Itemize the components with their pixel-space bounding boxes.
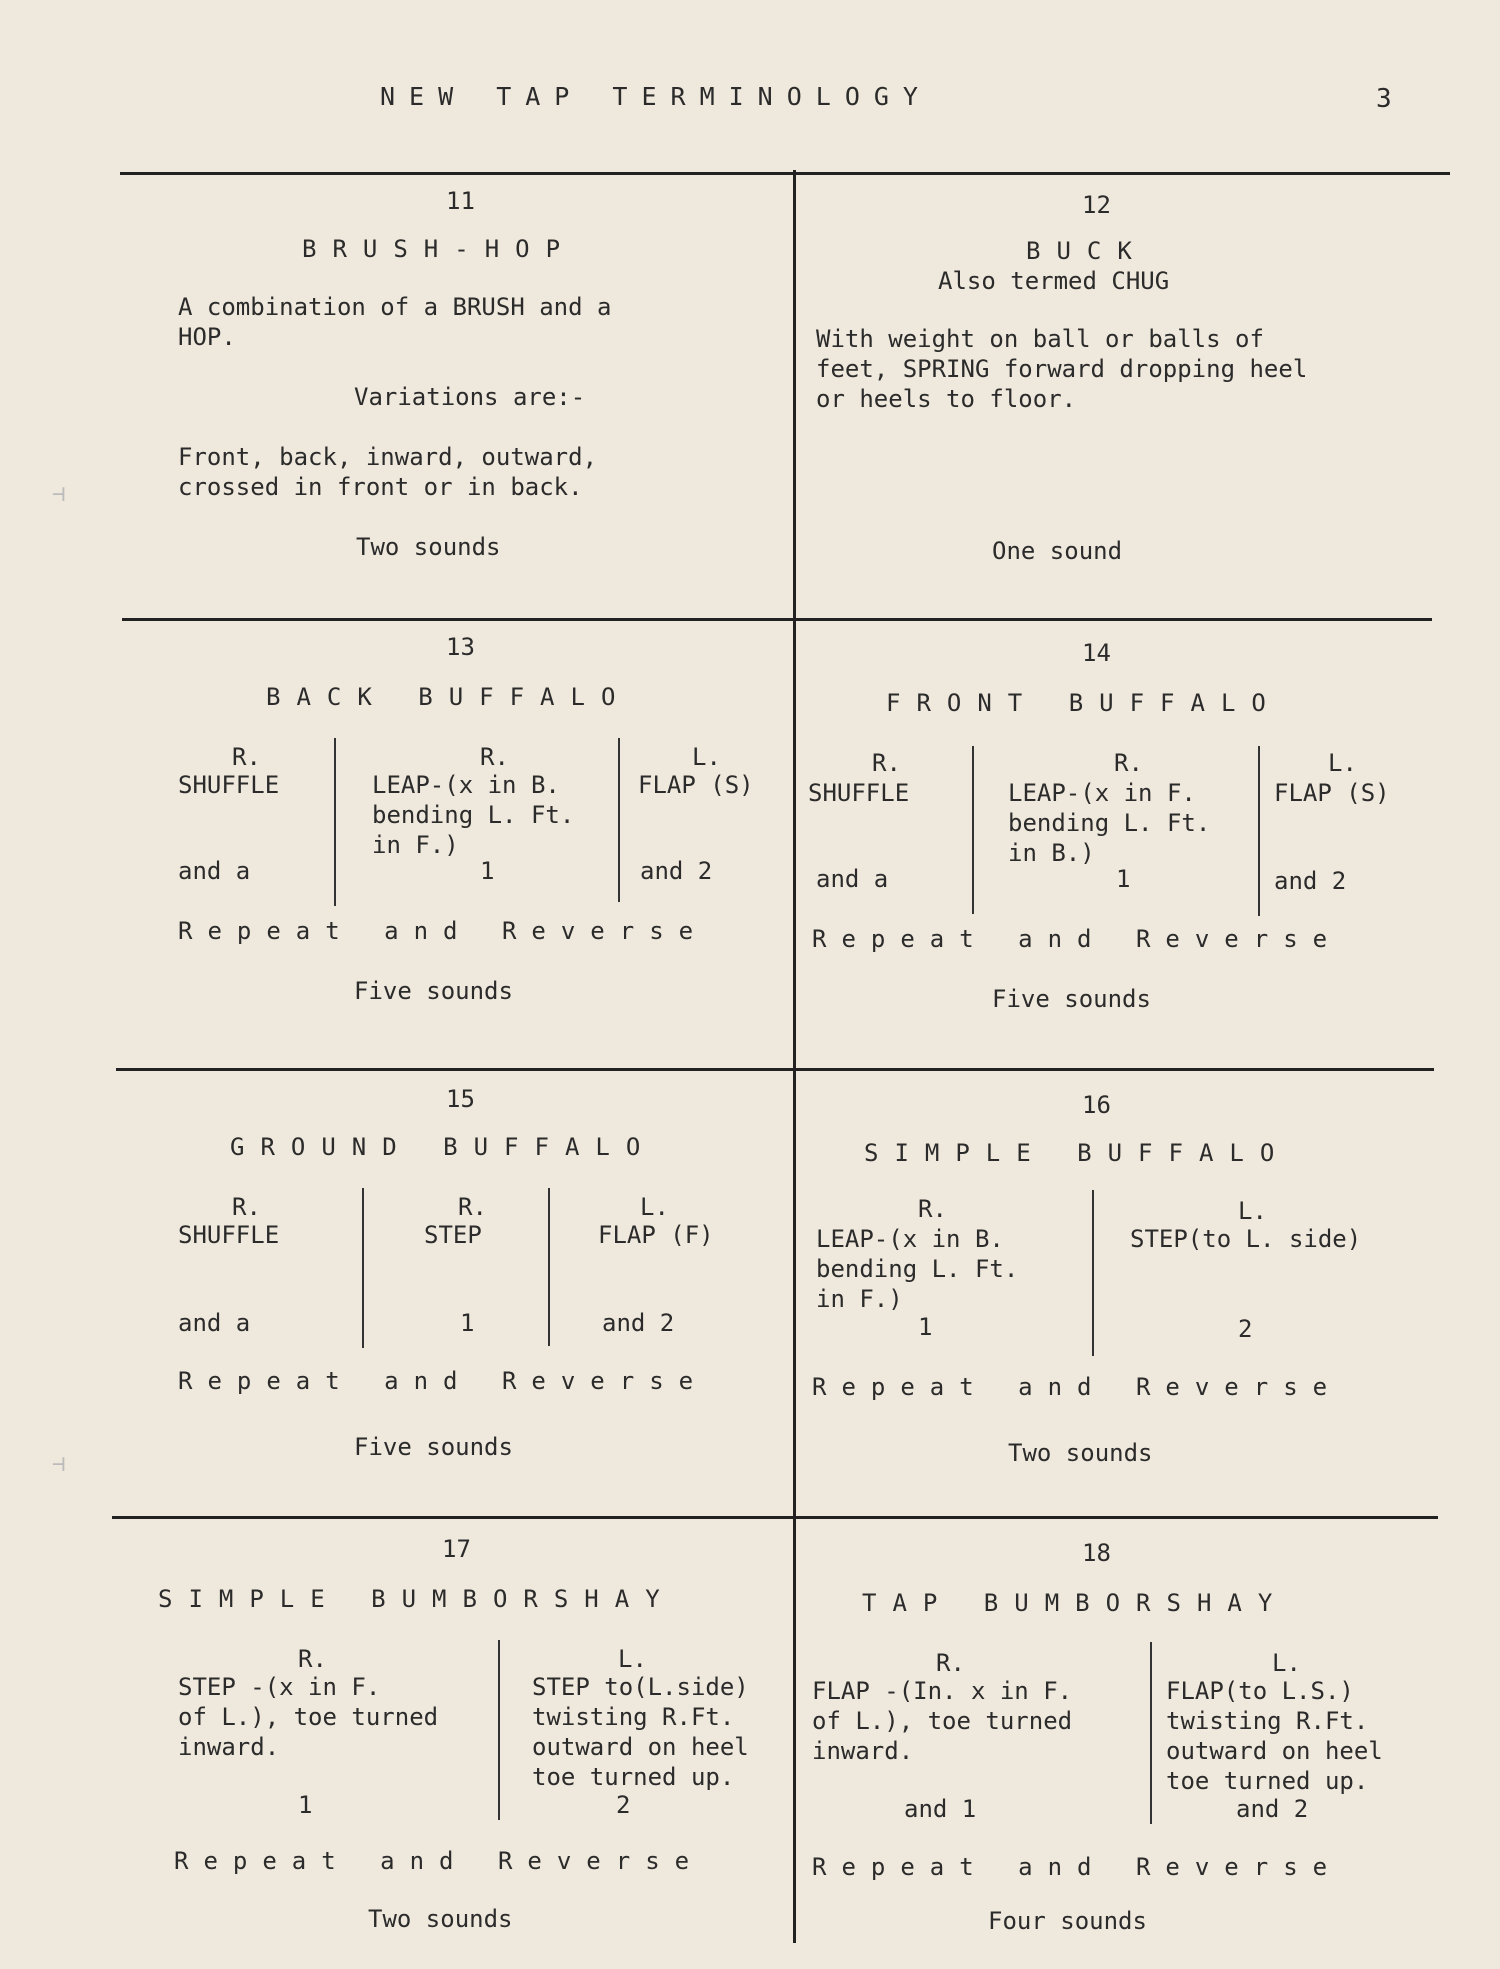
sound-count: Two sounds xyxy=(1008,1439,1153,1467)
repeat-instruction: Repeat and Reverse xyxy=(812,1853,1343,1881)
entry-title: BACK BUFFALO xyxy=(266,683,632,711)
entry-description: A combination of a BRUSH and a HOP. xyxy=(178,293,612,351)
step-foot: L. xyxy=(1328,749,1357,777)
sound-count: Five sounds xyxy=(992,985,1151,1013)
sound-count: One sound xyxy=(992,537,1123,565)
entry-15 xyxy=(140,1076,800,1521)
entry-number: 18 xyxy=(1082,1539,1111,1567)
entry-number: 14 xyxy=(1082,639,1111,667)
entry-number: 13 xyxy=(446,633,475,661)
entry-number: 17 xyxy=(442,1535,471,1563)
column-divider xyxy=(618,738,620,902)
entry-title: FRONT BUFFALO xyxy=(886,689,1282,717)
entry-title: BUCK xyxy=(1026,237,1148,265)
step-action: FLAP -(In. x in F. of L.), toe turned inward. xyxy=(812,1677,1073,1765)
column-divider xyxy=(972,746,974,914)
sound-count: Five sounds xyxy=(354,1433,513,1461)
step-count: and a xyxy=(178,1309,251,1337)
step-action: FLAP (S) xyxy=(1274,779,1390,807)
column-divider xyxy=(548,1188,550,1346)
step-action: STEP(to L. side) xyxy=(1130,1225,1362,1253)
entry-16 xyxy=(800,1076,1460,1521)
step-count: and 2 xyxy=(1236,1795,1309,1823)
entry-number: 15 xyxy=(446,1085,475,1113)
column-divider xyxy=(1150,1642,1152,1824)
step-action: SHUFFLE xyxy=(178,771,280,799)
entry-title: SIMPLE BUFFALO xyxy=(864,1139,1291,1167)
step-count: 1 xyxy=(1116,865,1131,893)
entry-title: TAP BUMBORSHAY xyxy=(862,1589,1289,1617)
entry-title: SIMPLE BUMBORSHAY xyxy=(158,1585,676,1613)
step-foot: R. xyxy=(480,743,509,771)
step-count: and 2 xyxy=(602,1309,675,1337)
step-count: 1 xyxy=(298,1791,313,1819)
step-count: 1 xyxy=(460,1309,475,1337)
page-number: 3 xyxy=(1376,84,1392,114)
column-divider xyxy=(1092,1190,1094,1356)
entry-18 xyxy=(800,1524,1460,1969)
entry-number: 12 xyxy=(1082,191,1111,219)
repeat-instruction: Repeat and Reverse xyxy=(178,1367,709,1395)
repeat-instruction: Repeat and Reverse xyxy=(174,1847,705,1875)
entry-title: GROUND BUFFALO xyxy=(230,1133,657,1161)
step-action: FLAP (F) xyxy=(598,1221,714,1249)
entry-17 xyxy=(140,1524,800,1969)
step-foot: R. xyxy=(298,1645,327,1673)
entry-description: With weight on ball or balls of feet, SPRING forward dropping heel or heels to floor. xyxy=(816,325,1308,413)
sound-count: Two sounds xyxy=(368,1905,513,1933)
grid-rule-top xyxy=(120,172,1450,175)
step-action: SHUFFLE xyxy=(178,1221,280,1249)
column-divider xyxy=(362,1188,364,1348)
page-header-title: NEW TAP TERMINOLOGY xyxy=(380,82,932,111)
repeat-instruction: Repeat and Reverse xyxy=(178,917,709,945)
step-foot: L. xyxy=(640,1193,669,1221)
step-action: STEP to(L.side) twisting R.Ft. outward on heel toe turned up. xyxy=(532,1673,749,1791)
sound-count: Four sounds xyxy=(988,1907,1147,1935)
step-action: LEAP-(x in B. bending L. Ft. in F.) xyxy=(372,771,575,859)
step-action: STEP xyxy=(424,1221,482,1249)
variations-text: Front, back, inward, outward, crossed in front or in back. xyxy=(178,443,598,501)
step-action: SHUFFLE xyxy=(808,779,910,807)
entry-number: 11 xyxy=(446,187,475,215)
column-divider xyxy=(498,1640,500,1820)
repeat-instruction: Repeat and Reverse xyxy=(812,925,1343,953)
entry-subtitle: Also termed CHUG xyxy=(938,267,1170,295)
step-count: 1 xyxy=(480,857,495,885)
repeat-instruction: Repeat and Reverse xyxy=(812,1373,1343,1401)
step-foot: L. xyxy=(618,1645,647,1673)
step-count: and 1 xyxy=(904,1795,977,1823)
step-count: and a xyxy=(178,857,251,885)
step-foot: R. xyxy=(936,1649,965,1677)
step-foot: R. xyxy=(232,743,261,771)
step-count: and 2 xyxy=(1274,867,1347,895)
step-count: 2 xyxy=(616,1791,631,1819)
binder-hole-icon: ⊣ xyxy=(52,1452,66,1477)
step-count: and a xyxy=(816,865,889,893)
entry-11 xyxy=(140,180,800,625)
step-action: FLAP(to L.S.) twisting R.Ft. outward on heel toe turned up. xyxy=(1166,1677,1383,1795)
step-foot: L. xyxy=(1272,1649,1301,1677)
step-foot: R. xyxy=(232,1193,261,1221)
step-count: and 2 xyxy=(640,857,713,885)
step-action: FLAP (S) xyxy=(638,771,754,799)
step-action: STEP -(x in F. of L.), toe turned inward. xyxy=(178,1673,439,1761)
variations-label: Variations are:- xyxy=(354,383,586,411)
column-divider xyxy=(1258,746,1260,916)
step-foot: R. xyxy=(918,1195,947,1223)
step-count: 2 xyxy=(1238,1315,1253,1343)
step-action: LEAP-(x in B. bending L. Ft. in F.) xyxy=(816,1225,1019,1313)
step-foot: R. xyxy=(1114,749,1143,777)
sound-count: Two sounds xyxy=(356,533,501,561)
step-action: LEAP-(x in F. bending L. Ft. in B.) xyxy=(1008,779,1211,867)
step-count: 1 xyxy=(918,1313,933,1341)
entry-13 xyxy=(140,626,800,1071)
entry-12 xyxy=(800,180,1460,625)
step-foot: R. xyxy=(458,1193,487,1221)
sound-count: Five sounds xyxy=(354,977,513,1005)
entry-title: BRUSH-HOP xyxy=(302,235,577,263)
step-foot: R. xyxy=(872,749,901,777)
step-foot: L. xyxy=(1238,1197,1267,1225)
step-foot: L. xyxy=(692,743,721,771)
column-divider xyxy=(334,738,336,906)
binder-hole-icon: ⊣ xyxy=(52,482,66,507)
entry-number: 16 xyxy=(1082,1091,1111,1119)
entry-14 xyxy=(800,626,1460,1071)
